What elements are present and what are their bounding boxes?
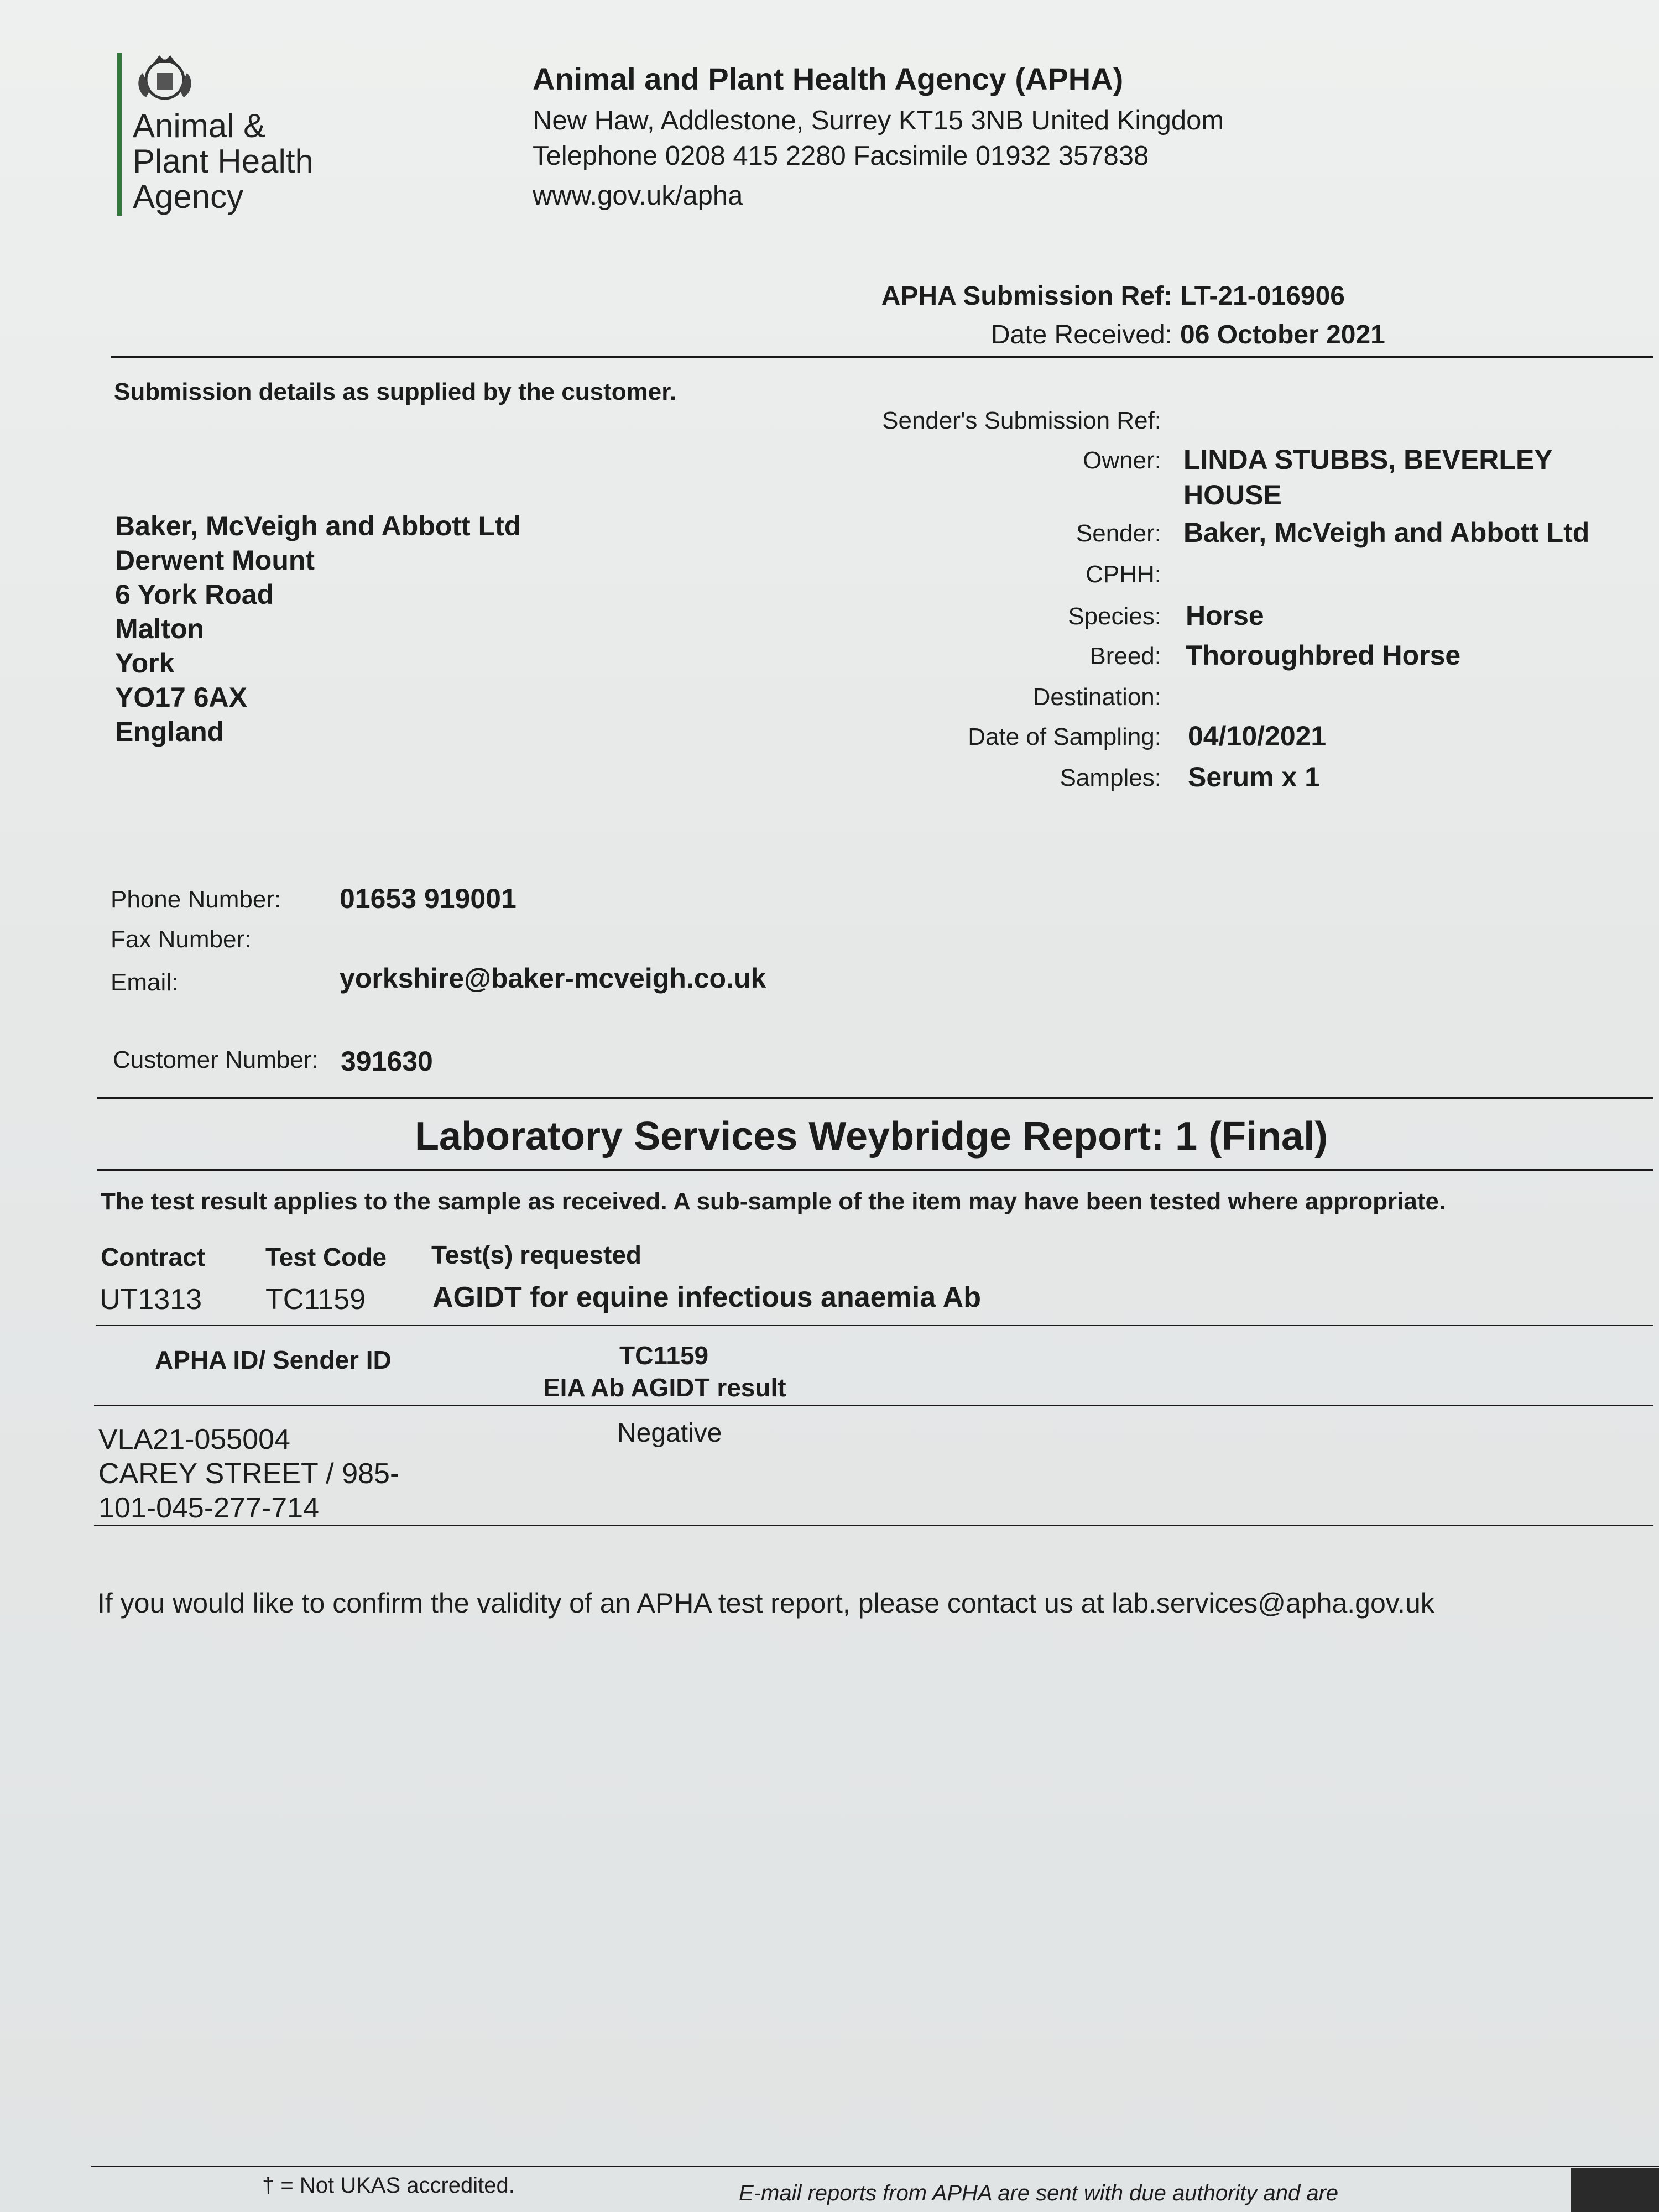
test-requested-value: AGIDT for equine infectious anaemia Ab	[432, 1281, 981, 1313]
result-header-line1: TC1159	[619, 1341, 709, 1370]
apha-id-value	[98, 1422, 399, 1525]
phone-value: 01653 919001	[340, 883, 517, 914]
email-note: E-mail reports from APHA are sent with due authority and are	[739, 2181, 1339, 2205]
report-title-top-rule	[97, 1097, 1653, 1099]
results-bottom-divider	[94, 1525, 1653, 1526]
breed-value: Thoroughbred Horse	[1186, 640, 1461, 671]
result-value: Negative	[617, 1418, 722, 1448]
ukas-note: † = Not UKAS accredited.	[262, 2173, 515, 2198]
date-sampling-value: 04/10/2021	[1188, 721, 1327, 752]
owner-value-line1: LINDA STUBBS, BEVERLEY	[1183, 444, 1553, 475]
tests-requested-header: Test(s) requested	[431, 1240, 642, 1269]
agency-address: New Haw, Addlestone, Surrey KT15 3NB United Kingdom	[533, 106, 1224, 135]
id-line: VLA21-055004	[98, 1423, 290, 1455]
logo-line: Plant Health	[133, 143, 314, 180]
email-value: yorkshire@baker-mcveigh.co.uk	[340, 963, 766, 994]
fax-label: Fax Number:	[111, 926, 252, 953]
address-line: 6 York Road	[115, 579, 274, 610]
result-header-line2: EIA Ab AGIDT result	[543, 1373, 786, 1402]
validity-note: If you would like to confirm the validity of an APHA test report, please contact us at lab.services@apha.gov.uk	[97, 1588, 1434, 1619]
results-header-divider	[94, 1405, 1653, 1406]
address-line: York	[115, 648, 175, 679]
address-line: Malton	[115, 613, 205, 644]
email-label: Email:	[111, 969, 179, 996]
contract-value: UT1313	[100, 1284, 202, 1316]
contract-header: Contract	[101, 1243, 206, 1271]
address-line: Derwent Mount	[115, 545, 315, 576]
breed-label: Breed:	[1089, 643, 1161, 670]
id-line: 101-045-277-714	[98, 1492, 319, 1524]
report-title: Laboratory Services Weybridge Report: 1 (Final)	[415, 1114, 1328, 1159]
footer-rule	[91, 2166, 1659, 2167]
agency-name: Animal and Plant Health Agency (APHA)	[533, 61, 1124, 96]
address-line: England	[115, 716, 225, 747]
date-sampling-label: Date of Sampling:	[968, 723, 1161, 750]
samples-value: Serum x 1	[1188, 761, 1321, 792]
sender-value: Baker, McVeigh and Abbott Ltd	[1183, 517, 1590, 548]
agency-logo-text	[133, 108, 314, 215]
date-received-label: Date Received:	[990, 320, 1172, 349]
logo-line: Agency	[133, 178, 244, 215]
agency-website: www.gov.uk/apha	[533, 181, 743, 211]
report-title-bottom-rule	[97, 1169, 1653, 1171]
samples-label: Samples:	[1060, 764, 1161, 791]
species-label: Species:	[1068, 603, 1161, 630]
species-value: Horse	[1186, 600, 1264, 631]
cphh-label: CPHH:	[1086, 561, 1161, 588]
header-divider	[111, 356, 1653, 358]
date-received-value: 06 October 2021	[1180, 320, 1385, 349]
royal-crest-icon	[132, 51, 198, 102]
tests-table-divider	[96, 1325, 1653, 1326]
phone-label: Phone Number:	[111, 886, 281, 913]
customer-address	[115, 509, 521, 749]
sender-label: Sender:	[1076, 520, 1161, 547]
test-code-value: TC1159	[265, 1284, 366, 1316]
owner-label: Owner:	[1083, 447, 1161, 474]
submission-ref-value: LT-21-016906	[1180, 281, 1345, 311]
logo-line: Animal &	[133, 107, 266, 144]
logo-bar	[117, 53, 122, 216]
agency-phone: Telephone 0208 415 2280 Facsimile 01932 357838	[533, 141, 1149, 171]
address-line: YO17 6AX	[115, 682, 248, 713]
apha-id-header: APHA ID/ Sender ID	[155, 1345, 392, 1374]
test-code-header: Test Code	[265, 1243, 387, 1271]
id-line: CAREY STREET / 985-	[98, 1458, 400, 1490]
submission-ref-label: APHA Submission Ref:	[881, 281, 1172, 311]
customer-number-value: 391630	[341, 1046, 433, 1077]
submission-heading: Submission details as supplied by the customer.	[114, 378, 677, 405]
destination-label: Destination:	[1032, 684, 1161, 711]
crown-badge-icon	[1571, 2168, 1659, 2212]
senders-ref-label: Sender's Submission Ref:	[882, 407, 1161, 434]
report-note: The test result applies to the sample as received. A sub-sample of the item may have been tested where appropriate.	[101, 1188, 1446, 1215]
customer-number-label: Customer Number:	[113, 1046, 319, 1073]
owner-value-line2: HOUSE	[1183, 479, 1282, 510]
address-line: Baker, McVeigh and Abbott Ltd	[115, 510, 521, 541]
